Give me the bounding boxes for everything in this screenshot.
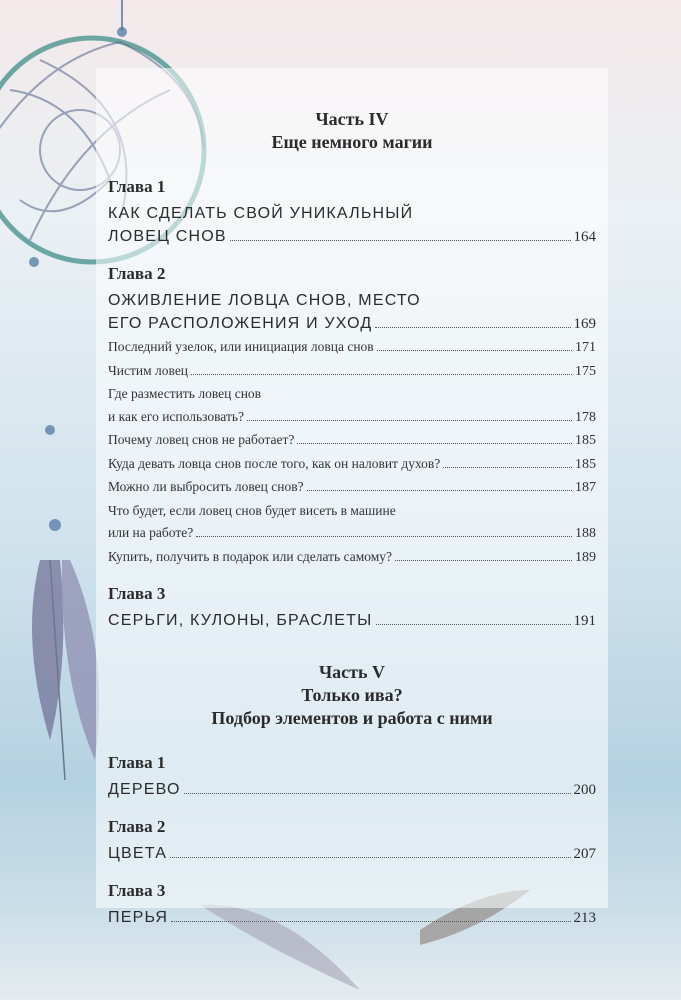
part-5-title-line2: Подбор элементов и работа с ними (211, 708, 493, 728)
leader-dots (247, 419, 572, 421)
page-number: 178 (575, 409, 596, 425)
subsection-title-line1: Что будет, если ловец снов будет висеть в машине (108, 502, 396, 518)
leader-dots (377, 349, 572, 351)
part-5-number: Часть V (318, 662, 386, 682)
subsection-title-line1: Где разместить ловец снов (108, 386, 262, 401)
subsection-entry[interactable] (108, 336, 596, 360)
toc-entry[interactable] (108, 842, 596, 866)
leader-dots (375, 326, 570, 328)
subsection-entry[interactable] (108, 522, 596, 546)
part-4-title: Еще немного магии (271, 132, 433, 152)
part-4-chapter-3 (108, 583, 596, 633)
leader-dots (196, 535, 572, 537)
page-number: 171 (575, 340, 596, 355)
toc-entry[interactable] (108, 778, 596, 802)
chapter-title-line2: ЕГО РАСПОЛОЖЕНИЯ И УХОД (108, 315, 373, 332)
chapter-title-line2: ЛОВЕЦ СНОВ (108, 228, 227, 245)
chapter-label: Глава 2 (108, 817, 166, 836)
leader-dots (191, 373, 572, 375)
feather-icon (32, 560, 99, 780)
leader-dots (170, 856, 570, 858)
leader-dots (395, 559, 572, 561)
chapter-label: Глава 1 (108, 753, 166, 772)
part-4-chapter-1 (108, 176, 596, 249)
table-of-contents (108, 108, 596, 930)
subsection-entry[interactable] (108, 546, 596, 570)
part-5-chapter-1 (108, 752, 596, 802)
part-4-heading (108, 108, 596, 154)
page-number: 189 (575, 549, 596, 565)
subsection-title: Купить, получить в подарок или сделать самому? (108, 548, 393, 564)
part-5-title-line1: Только ива? (301, 685, 403, 705)
part-4-number: Часть IV (315, 109, 389, 129)
subsection-title: Можно ли выбросить ловец снов? (108, 479, 304, 494)
subsection-title: Куда девать ловца снов после того, как он наловит духов? (108, 455, 441, 471)
page-number: 175 (575, 363, 596, 379)
leader-dots (297, 442, 572, 444)
subsection-title: Почему ловец снов не работает? (108, 432, 295, 447)
subsection-title: Последний узелок, или инициация ловца снов (108, 339, 374, 354)
page-number: 207 (573, 846, 596, 862)
leader-dots (230, 239, 571, 241)
page-number: 188 (575, 526, 596, 541)
page-number: 185 (575, 456, 596, 472)
chapter-title: ЦВЕТА (108, 845, 168, 862)
subsection-entry[interactable] (108, 406, 596, 430)
leader-dots (376, 623, 571, 625)
page-number: 185 (575, 433, 596, 448)
subsection-entry[interactable] (108, 476, 596, 500)
subsection-entry[interactable] (108, 453, 596, 477)
subsection-entry[interactable] (108, 360, 596, 384)
subsection-title: или на работе? (108, 525, 194, 540)
subsection-title: Чистим ловец (108, 362, 189, 378)
page-number: 187 (575, 480, 596, 495)
chapter-title-line1: ОЖИВЛЕНИЕ ЛОВЦА СНОВ, МЕСТО (108, 292, 421, 309)
toc-entry[interactable] (108, 225, 596, 249)
toc-entry[interactable] (108, 609, 596, 633)
chapter-label: Глава 3 (108, 584, 166, 603)
page-number: 213 (573, 910, 596, 926)
subsection-title: и как его использовать? (108, 408, 244, 424)
page-number: 200 (573, 782, 596, 798)
chapter-title: СЕРЬГИ, КУЛОНЫ, БРАСЛЕТЫ (108, 612, 373, 629)
toc-entry[interactable] (108, 906, 596, 930)
leader-dots (307, 489, 572, 491)
chapter-title: ДЕРЕВО (108, 781, 181, 798)
chapter-title-line1: КАК СДЕЛАТЬ СВОЙ УНИКАЛЬНЫЙ (108, 205, 414, 222)
page-number: 169 (573, 316, 596, 332)
subsection-entry[interactable] (108, 429, 596, 453)
part-5-chapter-3 (108, 880, 596, 930)
leader-dots (443, 466, 572, 468)
chapter-label: Глава 3 (108, 881, 166, 900)
part-4-chapter-2 (108, 263, 596, 569)
page-number: 164 (573, 229, 596, 245)
leader-dots (171, 920, 570, 922)
chapter-title: ПЕРЬЯ (108, 909, 169, 926)
chapter-label: Глава 1 (108, 177, 166, 196)
chapter-label: Глава 2 (108, 264, 166, 283)
toc-entry[interactable] (108, 312, 596, 336)
part-5-chapter-2 (108, 816, 596, 866)
page-number: 191 (573, 613, 596, 629)
part-5-heading (108, 661, 596, 730)
leader-dots (184, 792, 571, 794)
